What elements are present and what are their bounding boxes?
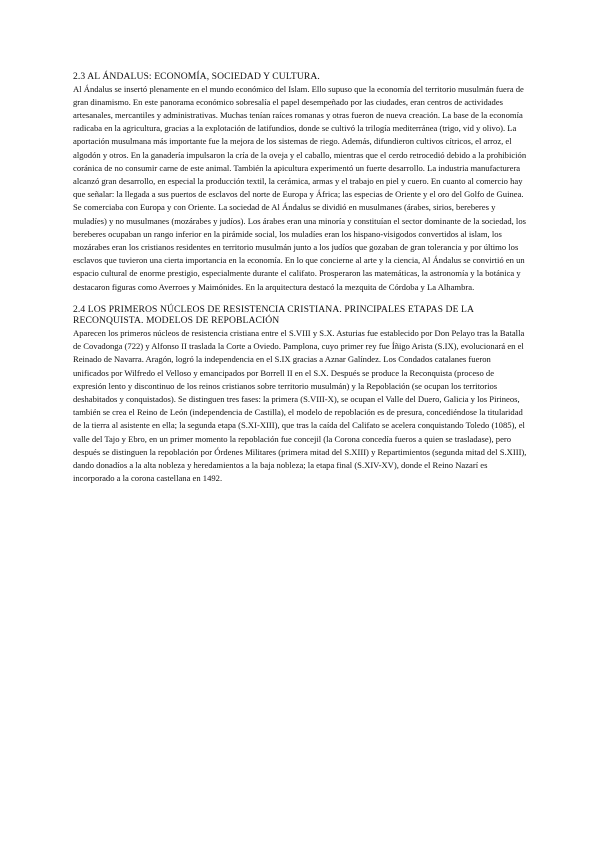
section-al-andalus — [73, 71, 528, 294]
section-heading: 2.4 LOS PRIMEROS NÚCLEOS DE RESISTENCIA CRISTIANA. PRINCIPALES ETAPAS DE LA RECONQUISTA. MODELOS DE REPOBLACIÓN — [73, 303, 474, 327]
section-body: Aparecen los primeros núcleos de resistencia cristiana entre el S.VIII y S.X. Asturias fue establecido por Don Pelayo tras la Batalla de Covadonga (722) y Alfonso II traslada la Corte a Oviedo. Pamplona, cuyo primer rey fue Íñigo Arista (S.IX), evolucionará en el Reinado de Navarra. Aragón, logró la independencia en el S.IX gracias a Aznar Galíndez. Los Condados catalanes fueron unificados por Wilfredo el Velloso y emancipados por Borrell II en el S.X. Después se produce la Reconquista (proceso de expresión lento y discontinuo de los reinos cristianos sobre territorio musulmán) y la Repoblación (se ocupan los territorios deshabitados y conquistados). Se distinguen tres fases: la primera (S.VIII-X), se ocupan el Valle del Duero, Galicia y los Pirineos, también se crea el Reino de León (independencia de Castilla), el modelo de repoblación es de presura, concediéndose la titularidad de la tierra al asistente en ella; la segunda etapa (S.XI-XIII), que tras la caída del Califato se acelera conquistando Toledo (1085), el valle del Tajo y Ebro, en un primer momento la repoblación fue concejil (la Corona concedía fueros a quien se trasladase), pero después se distinguen la repoblación por Órdenes Militares (primera mitad del S.XIII) y Repartimientos (segunda mitad del S.XIII), dando donadíos a la alta nobleza y heredamientos a la baja nobleza; la etapa final (S.XIV-XV), donde el Reino Nazarí es incorporado a la corona castellana en 1492. — [73, 328, 527, 484]
section-heading: 2.3 AL ÁNDALUS: ECONOMÍA, SOCIEDAD Y CULTURA. — [73, 71, 320, 82]
document-page — [73, 71, 528, 485]
section-reconquista — [73, 304, 528, 486]
section-body: Al Ándalus se insertó plenamente en el mundo económico del Islam. Ello supuso que la economía del territorio musulmán fuera de gran dinamismo. En este panorama económico sobresalía el papel desempeñado por las ciudades, eran centros de actividades artesanales, mercantiles y administrativas. Muchas tenían raíces romanas y otras fueron de nueva creación. La base de la economía radicaba en la agricultura, gracias a la explotación de latifundios, donde se cultivó la trilogía mediterránea (trigo, vid y olivo). La aportación musulmana más importante fue la mejora de los sistemas de riego. Además, difundieron cultivos cítricos, el arroz, el algodón y otros. En la ganadería impulsaron la cría de la oveja y el caballo, mientras que el cerdo retrocedió debido a la prohibición coránica de no consumir carne de este animal. También la apicultura experimentó un fuerte desarrollo. La industria manufacturera alcanzó gran desarrollo, en especial la producción textil, la cerámica, armas y el trabajo en piel y cuero. En cuanto al comercio hay que señalar: la llegada a sus puertos de esclavos del norte de Europa y África; las especias de Oriente y el oro del Golfo de Guinea. Se comerciaba con Europa y con Oriente. La sociedad de Al Ándalus se dividió en musulmanes (árabes, sirios, bereberes y muladíes) y no musulmanes (mozárabes y judíos). Los árabes eran una minoría y constituían el sector dominante de la sociedad, los bereberes ocupaban un rango inferior en la pirámide social, los muladíes eran los hispano-visigodos convertidos al islam, los mozárabes eran los cristianos residentes en territorio musulmán junto a los judíos que gozaban de gran tolerancia y por último los esclavos que tuvieron una cierta importancia en la economía. En lo que concierne al arte y la ciencia, Al Ándalus se convirtió en un espacio cultural de enorme prestigio, especialmente durante el califato. Prosperaron las matemáticas, la astronomía y la botánica y destacaron figuras como Averroes y Maimónides. En la arquitectura destacó la mezquita de Córdoba y La Alhambra. — [73, 83, 527, 292]
